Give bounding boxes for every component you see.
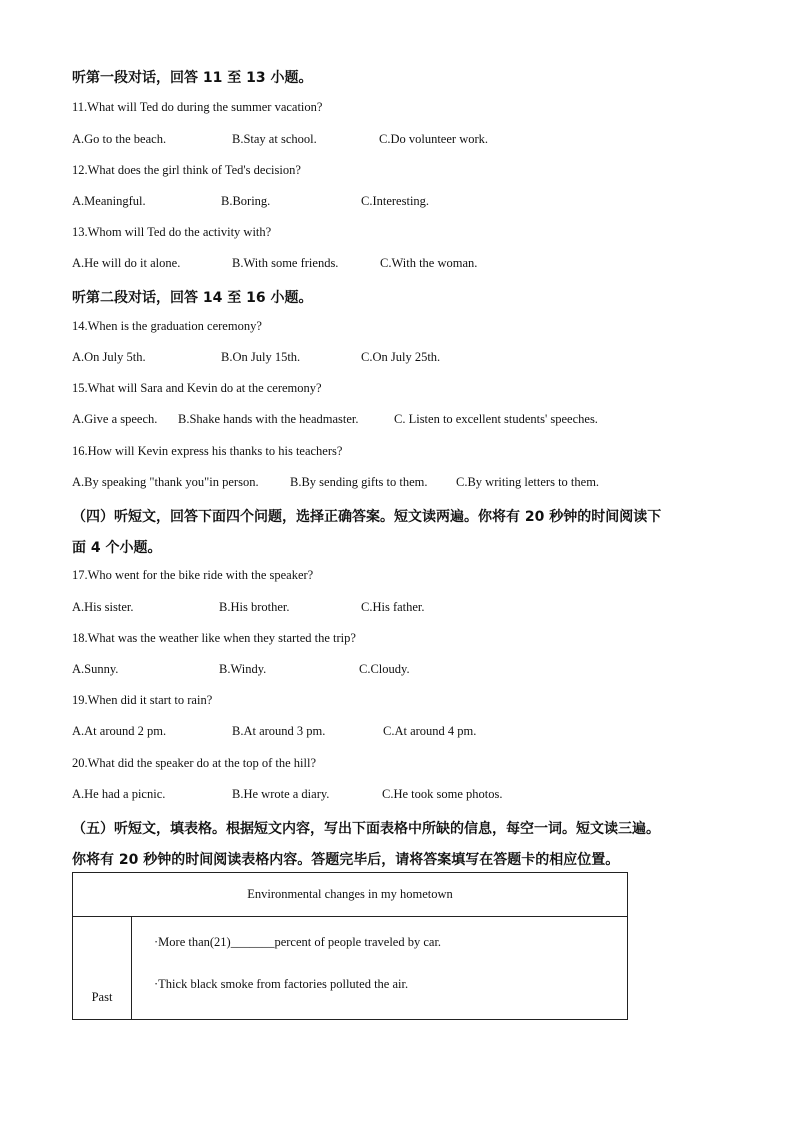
question-text: 18.What was the weather like when they started the trip? bbox=[72, 631, 356, 645]
table-row-label: Past bbox=[73, 917, 132, 1020]
section-heading: （四）听短文，回答下面四个问题，选择正确答案。短文读两遍。你将有 20 秒钟的时间阅读下 bbox=[72, 509, 662, 525]
section-heading-cont: 面 4 个小题。 bbox=[72, 540, 162, 556]
fill-in-table bbox=[72, 872, 628, 1020]
option-b: B.He wrote a diary. bbox=[232, 787, 330, 801]
option-b: B.Windy. bbox=[219, 662, 267, 676]
question-text: 15.What will Sara and Kevin do at the ceremony? bbox=[72, 381, 322, 395]
table-row-content bbox=[132, 917, 628, 1020]
question-text: 17.Who went for the bike ride with the speaker? bbox=[72, 568, 314, 582]
question-text: 11.What will Ted do during the summer vacation? bbox=[72, 100, 323, 114]
option-a: A.On July 5th. bbox=[72, 350, 146, 364]
section-heading: 听第一段对话，回答 11 至 13 小题。 bbox=[72, 70, 313, 86]
option-a: A.Give a speech. bbox=[72, 412, 158, 426]
question-text: 19.When did it start to rain? bbox=[72, 693, 213, 707]
question-text: 16.How will Kevin express his thanks to his teachers? bbox=[72, 444, 343, 458]
option-c: C.His father. bbox=[361, 600, 425, 614]
option-b: B.By sending gifts to them. bbox=[290, 475, 428, 489]
question-text: 13.Whom will Ted do the activity with? bbox=[72, 225, 272, 239]
option-b: B.Shake hands with the headmaster. bbox=[178, 412, 359, 426]
option-b: B.On July 15th. bbox=[221, 350, 301, 364]
option-c: C.On July 25th. bbox=[361, 350, 441, 364]
section-heading: 听第二段对话，回答 14 至 16 小题。 bbox=[72, 290, 313, 306]
option-a: A.At around 2 pm. bbox=[72, 724, 167, 738]
question-text: 20.What did the speaker do at the top of the hill? bbox=[72, 756, 317, 770]
option-c: C.By writing letters to them. bbox=[456, 475, 600, 489]
section-heading: （五）听短文，填表格。根据短文内容，写出下面表格中所缺的信息，每空一词。短文读三遍。 bbox=[72, 821, 660, 837]
option-b: B.With some friends. bbox=[232, 256, 339, 270]
option-a: A.By speaking "thank you"in person. bbox=[72, 475, 259, 489]
option-c: C. Listen to excellent students' speeches. bbox=[394, 412, 598, 426]
option-b: B.Stay at school. bbox=[232, 132, 317, 146]
option-c: C.He took some photos. bbox=[382, 787, 503, 801]
table-item: ·Thick black smoke from factories polluted the air. bbox=[154, 977, 409, 991]
option-b: B.His brother. bbox=[219, 600, 290, 614]
question-text: 12.What does the girl think of Ted's decision? bbox=[72, 163, 301, 177]
option-a: A.He will do it alone. bbox=[72, 256, 181, 270]
table-item: ·More than(21)_______percent of people traveled by car. bbox=[154, 935, 442, 949]
option-a: A.Meaningful. bbox=[72, 194, 146, 208]
question-text: 14.When is the graduation ceremony? bbox=[72, 319, 262, 333]
option-c: C.With the woman. bbox=[380, 256, 478, 270]
option-c: C.Cloudy. bbox=[359, 662, 410, 676]
option-a: A.Go to the beach. bbox=[72, 132, 167, 146]
option-c: C.Do volunteer work. bbox=[379, 132, 489, 146]
table-title: Environmental changes in my hometown bbox=[73, 873, 628, 917]
option-b: B.Boring. bbox=[221, 194, 271, 208]
option-a: A.Sunny. bbox=[72, 662, 119, 676]
section-heading-cont: 你将有 20 秒钟的时间阅读表格内容。答题完毕后，请将答案填写在答题卡的相应位置。 bbox=[72, 852, 620, 868]
option-a: A.He had a picnic. bbox=[72, 787, 166, 801]
option-a: A.His sister. bbox=[72, 600, 134, 614]
option-c: C.At around 4 pm. bbox=[383, 724, 477, 738]
option-c: C.Interesting. bbox=[361, 194, 430, 208]
option-b: B.At around 3 pm. bbox=[232, 724, 326, 738]
